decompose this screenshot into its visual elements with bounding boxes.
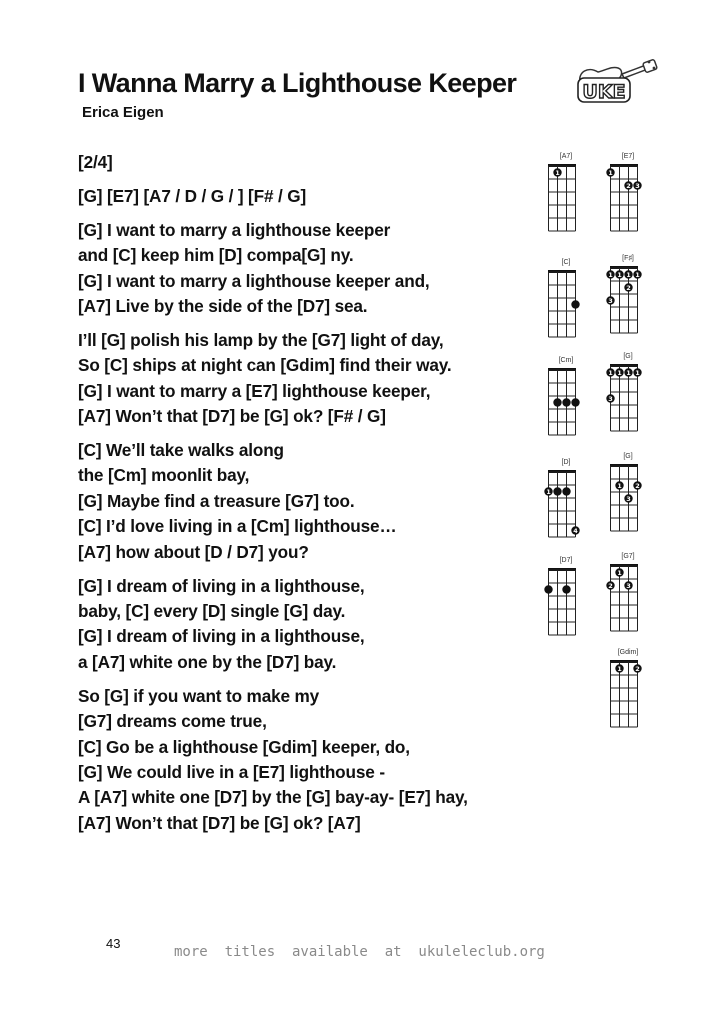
finger-dot <box>553 398 561 406</box>
finger-number: 1 <box>626 270 631 279</box>
finger-dot <box>606 368 614 377</box>
fretboard-grid <box>606 462 642 535</box>
finger-number: 2 <box>626 283 631 292</box>
lyric-line: [G] Maybe find a treasure [G7] too. <box>78 490 355 511</box>
finger-number: 1 <box>617 270 622 279</box>
lyric-line: and [C] keep him [D] compa[G] ny. <box>78 245 354 266</box>
finger-dot <box>615 664 623 673</box>
lyric-line: [G] I want to marry a lighthouse keeper and, <box>78 270 430 291</box>
lyric-line: [G] I dream of living in a lighthouse, <box>78 575 365 596</box>
lyric-line: [G] I dream of living in a lighthouse, <box>78 626 365 647</box>
fretboard-grid <box>606 162 642 235</box>
chord-diagram <box>544 152 588 235</box>
finger-dot <box>571 398 579 406</box>
fretboard-grid <box>544 468 580 541</box>
fretboard-grid <box>606 264 642 337</box>
finger-dot <box>553 487 561 495</box>
stanza <box>78 150 548 175</box>
finger-dot <box>562 585 570 593</box>
finger-dot <box>624 181 632 190</box>
lyric-line: the [Cm] moonlit bay, <box>78 465 250 486</box>
lyric-line: A [A7] white one [D7] by the [G] bay-ay- [E7] hay, <box>78 787 468 808</box>
finger-dot <box>606 581 614 590</box>
finger-number: 1 <box>635 270 640 279</box>
finger-dot <box>624 368 632 377</box>
finger-dot <box>606 270 614 279</box>
chord-name: [C] <box>561 259 571 266</box>
finger-number: 1 <box>608 168 613 177</box>
finger-number: 1 <box>555 168 560 177</box>
chord-name: [D] <box>561 459 571 466</box>
finger-dot <box>571 526 579 535</box>
finger-dot <box>633 270 641 279</box>
finger-dot <box>624 494 632 503</box>
stanza <box>78 184 548 209</box>
chord-diagram <box>606 452 650 535</box>
finger-number: 3 <box>608 394 613 403</box>
finger-number: 1 <box>546 487 551 496</box>
uke-logo <box>576 56 658 106</box>
finger-dot <box>544 585 552 593</box>
chord-name: [G] <box>623 453 633 460</box>
lyric-line: baby, [C] every [D] single [G] day. <box>78 601 346 621</box>
lyric-line: [2/4] <box>78 152 113 172</box>
finger-dot <box>544 487 552 496</box>
svg-text:UKE: UKE <box>582 81 626 103</box>
finger-dot <box>562 487 570 495</box>
fretboard-grid <box>606 658 642 731</box>
fretboard-grid <box>544 566 580 639</box>
page-number: 43 <box>106 936 121 951</box>
lyric-line: [G] I want to marry a [E7] lighthouse keeper, <box>78 380 431 401</box>
chord-diagram <box>606 552 650 635</box>
song-author: Erica Eigen <box>82 104 164 121</box>
fretboard-grid <box>606 562 642 635</box>
lyric-line: [G7] dreams come true, <box>78 711 267 732</box>
lyric-line: [G] [E7] [A7 / D / G / ] [F# / G] <box>78 185 307 206</box>
finger-dot <box>624 283 632 292</box>
chord-diagram <box>606 648 650 731</box>
finger-number: 1 <box>617 664 622 673</box>
song-title: I Wanna Marry a Lighthouse Keeper <box>78 68 517 98</box>
finger-dot <box>615 270 623 279</box>
finger-dot <box>606 394 614 403</box>
finger-number: 1 <box>608 270 613 279</box>
finger-number: 1 <box>617 481 622 490</box>
chord-name: [A7] <box>559 153 573 160</box>
stanza <box>78 328 548 430</box>
fretboard-grid <box>544 162 580 235</box>
finger-number: 1 <box>617 568 622 577</box>
chord-name: [Gdim] <box>617 649 639 656</box>
chord-diagram <box>606 254 650 337</box>
finger-dot <box>624 270 632 279</box>
finger-number: 4 <box>573 526 578 535</box>
lyric-line: [A7] how about [D / D7] you? <box>78 541 309 562</box>
chord-name: [F♯] <box>622 255 634 262</box>
chord-name: [E7] <box>621 153 635 160</box>
lyric-line: [C] I’d love living in a [Cm] lighthouse… <box>78 516 397 537</box>
finger-number: 2 <box>608 581 613 590</box>
finger-dot <box>615 481 623 490</box>
chord-diagram <box>544 356 588 439</box>
finger-dot <box>562 398 570 406</box>
fretboard-grid <box>544 268 580 341</box>
lyric-line: [G] I want to marry a lighthouse keeper <box>78 219 391 240</box>
finger-dot <box>553 168 561 177</box>
finger-dot <box>571 300 579 308</box>
finger-number: 1 <box>617 368 622 377</box>
finger-number: 3 <box>635 181 640 190</box>
chord-name: [D7] <box>559 557 573 564</box>
lyric-line: I’ll [G] polish his lamp by the [G7] light of day, <box>78 329 444 350</box>
finger-dot <box>633 481 641 490</box>
finger-dot <box>633 368 641 377</box>
finger-number: 2 <box>635 481 640 490</box>
lyrics-sheet <box>78 150 548 845</box>
footer-note: more titles available at ukuleleclub.org <box>174 944 545 960</box>
lyric-line: So [G] if you want to make my <box>78 685 320 706</box>
lyric-line: [A7] Live by the side of the [D7] sea. <box>78 296 368 317</box>
lyric-line: So [C] ships at night can [Gdim] find their way. <box>78 355 452 376</box>
chord-diagram <box>544 556 588 639</box>
finger-number: 3 <box>626 494 631 503</box>
finger-number: 2 <box>635 664 640 673</box>
finger-dot <box>624 581 632 590</box>
chord-diagram <box>606 352 650 435</box>
finger-number: 3 <box>626 581 631 590</box>
finger-number: 2 <box>626 181 631 190</box>
chord-name: [Cm] <box>558 357 574 364</box>
chord-name: [G] <box>623 353 633 360</box>
chord-diagram <box>544 458 588 541</box>
finger-number: 1 <box>608 368 613 377</box>
lyric-line: [A7] Won’t that [D7] be [G] ok? [A7] <box>78 812 361 833</box>
finger-number: 3 <box>608 296 613 305</box>
lyric-line: a [A7] white one by the [D7] bay. <box>78 651 337 672</box>
lyric-line: [C] Go be a lighthouse [Gdim] keeper, do, <box>78 736 410 757</box>
stanza <box>78 438 548 565</box>
lyric-line: [G] We could live in a [E7] lighthouse - <box>78 761 385 782</box>
stanza <box>78 218 548 320</box>
finger-dot <box>606 168 614 177</box>
fretboard-grid <box>606 362 642 435</box>
fretboard-grid <box>544 366 580 439</box>
stanza <box>78 684 548 836</box>
stanza <box>78 574 548 676</box>
chord-diagram <box>544 258 588 341</box>
finger-dot <box>606 296 614 305</box>
lyric-line: [C] We’ll take walks along <box>78 440 284 461</box>
finger-dot <box>633 181 641 190</box>
finger-dot <box>615 368 623 377</box>
finger-dot <box>615 568 623 577</box>
finger-dot <box>633 664 641 673</box>
lyric-line: [A7] Won’t that [D7] be [G] ok? [F# / G] <box>78 406 386 427</box>
finger-number: 1 <box>626 368 631 377</box>
chord-diagram <box>606 152 650 235</box>
finger-number: 1 <box>635 368 640 377</box>
chord-name: [G7] <box>621 553 635 560</box>
